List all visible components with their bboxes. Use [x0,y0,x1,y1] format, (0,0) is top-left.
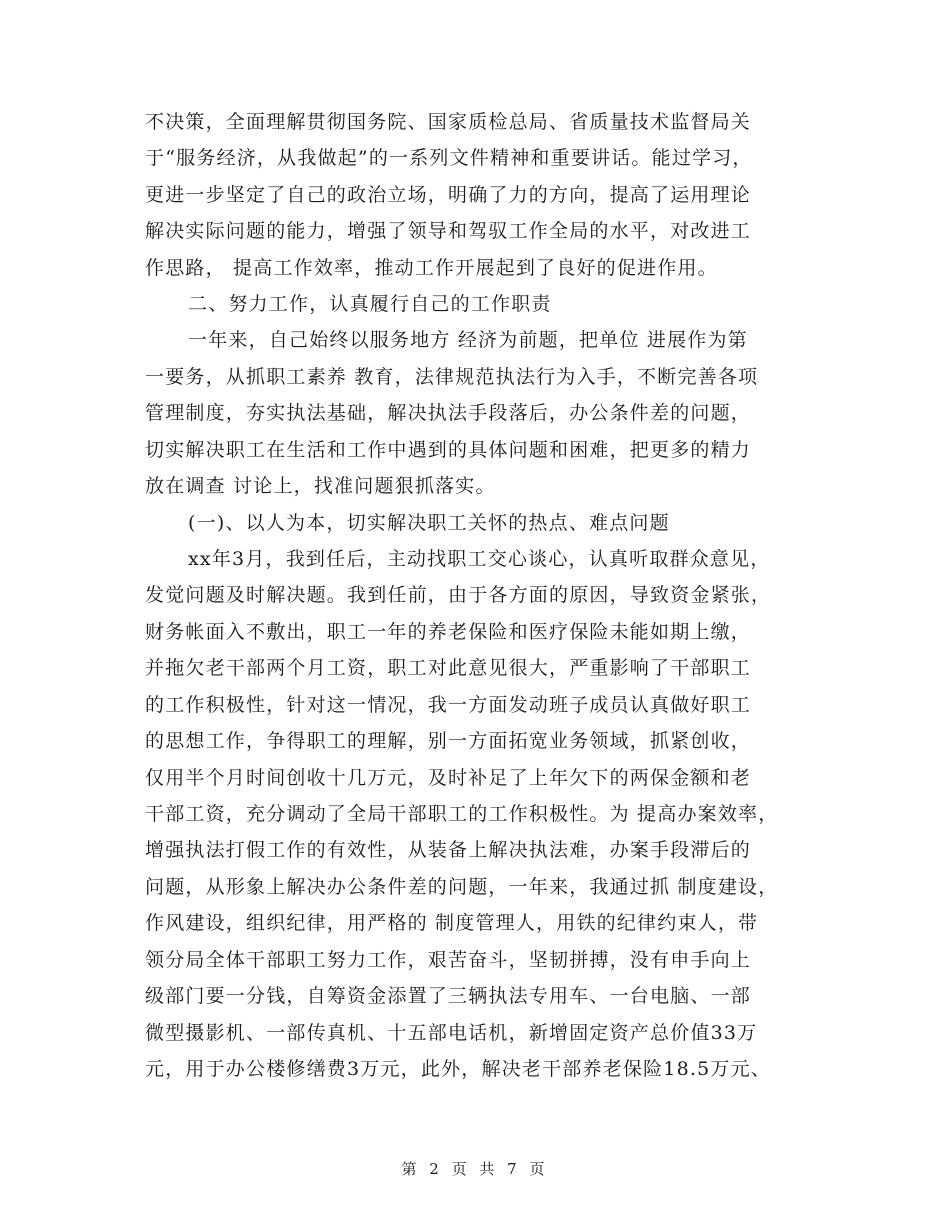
text-line: 发觉问题及时解决题。我到任前，由于各方面的原因，导致资金紧张， [145,584,772,606]
text-line: 级部门要一分钱，自筹资金添置了三辆执法专用车、一台电脑、一部 [145,985,752,1007]
text-line: 不决策，全面理解贯彻国务院、国家质检总局、省质量技术监督局关 [145,111,752,133]
text-line: 的思想工作，争得职工的理解，别一方面拓宽业务领域，抓紧创收， [145,730,752,752]
subsection-heading: (一)、以人为本，切实解决职工关怀的热点、难点问题 [188,512,670,534]
text-line: 管理制度，夯实执法基础，解决执法手段落后，办公条件差的问题， [145,402,752,424]
text-line: 更进一步坚定了自己的政治立场，明确了力的方向，提高了运用理论 [145,184,752,206]
section-heading: 二、努力工作，认真履行自己的工作职责 [188,293,552,315]
text-line: 的工作积极性，针对这一情况，我一方面发动班子成员认真做好职工 [145,694,752,716]
text-line: 元，用于办公楼修缮费3万元，此外，解决老干部养老保险18.5万元、 [145,1058,771,1080]
text-line: 并拖欠老干部两个月工资，职工对此意见很大，严重影响了干部职工 [145,657,752,679]
paragraph-start: xx年3月，我到任后，主动找职工交心谈心，认真听取群众意见， [188,548,771,570]
text-line: 增强执法打假工作的有效性，从装备上解决执法难，办案手段滞后的 [145,839,752,861]
page-number-footer: 第 2 页 共 7 页 [401,1160,549,1178]
text-line: 领分局全体干部职工努力工作，艰苦奋斗，坚韧拼搏，没有申手向上 [145,949,752,971]
text-line: 于“服务经济，从我做起”的一系列文件精神和重要讲话。能过学习， [145,147,753,169]
text-line: 切实解决职工在生活和工作中遇到的具体问题和困难，把更多的精力 [145,439,752,461]
text-line: 作思路， 提高工作效率，推动工作开展起到了良好的促进作用。 [145,257,718,279]
text-line: 财务帐面入不敷出，职工一年的养老保险和医疗保险未能如期上缴， [145,621,752,643]
text-line: 一要务，从抓职工素养 教育，法律规范执法行为入手，不断完善各项 [145,366,759,388]
paragraph-start: 一年来，自己始终以服务地方 经济为前题，把单位 进展作为第 [188,329,748,351]
text-line: 干部工资，充分调动了全局干部职工的工作积极性。为 提高办案效率， [145,803,779,825]
text-line: 放在调查 讨论上，找准问题狠抓落实。 [145,475,496,497]
text-line: 问题，从形象上解决办公条件差的问题，一年来，我通过抓 制度建设， [145,876,779,898]
text-line: 解决实际问题的能力，增强了领导和驾驭工作全局的水平，对改进工 [145,220,752,242]
text-line: 作风建设，组织纪律，用严格的 制度管理人，用铁的纪律约束人，带 [145,912,759,934]
text-line: 仅用半个月时间创收十几万元，及时补足了上年欠下的两保金额和老 [145,767,752,789]
text-line: 微型摄影机、一部传真机、十五部电话机，新增固定资产总价值33万 [145,1022,758,1044]
